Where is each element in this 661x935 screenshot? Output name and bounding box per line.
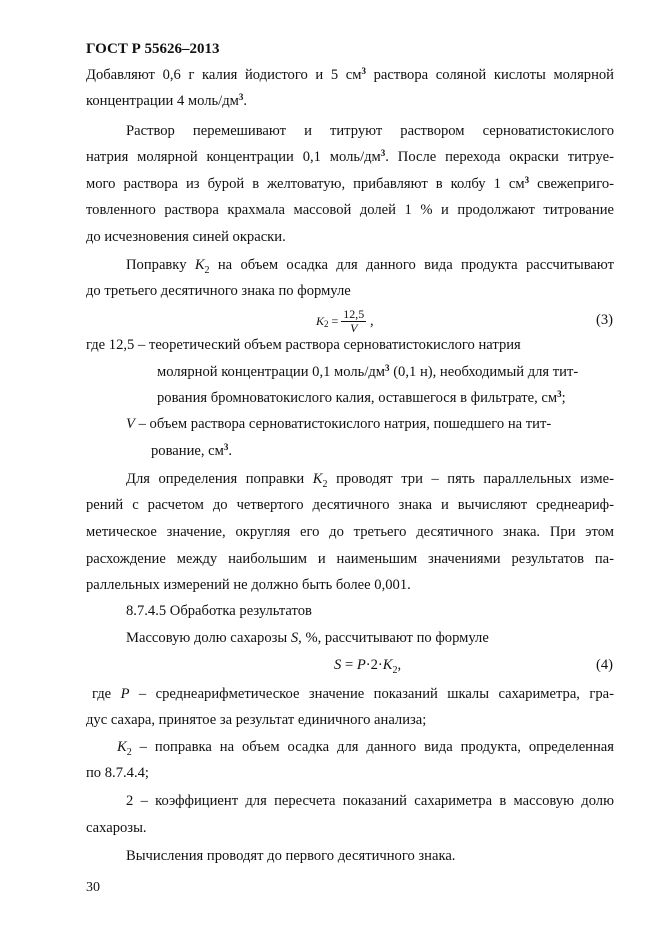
paragraph-3-line-1: Поправку $K_2$ на объем осадка для данного вида продукта рассчитывают [126, 257, 614, 276]
paragraph-4-line-5: раллельных измерений не должно быть более 0,001. [86, 577, 411, 593]
formula-3-number: (3) [596, 312, 614, 328]
paragraph-6: Вычисления проводят до первого десятичного знака. [126, 848, 456, 864]
where-4-line-2: дус сахара, принятое за результат единичного анализа; [86, 712, 427, 728]
paragraph-4-line-4: расхождение между наибольшим и наименьшим значениями результатов па- [86, 551, 614, 567]
paragraph-2-line-5: до исчезновения синей окраски. [86, 229, 286, 245]
where-4-k-line-1: $K_2$ – поправка на объем осадка для данного вида продукта, определенная [117, 739, 614, 758]
paragraph-2-line-2: натрия молярной концентрации 0,1 моль/$дм^3$. После перехода окраски титруе- [86, 148, 614, 165]
where-4-two-line-1: 2 – коэффициент для пересчета показаний сахариметра в массовую долю [126, 793, 614, 809]
paragraph-2-line-1: Раствор перемешивают и титруют раствором серноватистокислого [126, 123, 614, 139]
section-heading: 8.7.4.5 Обработка результатов [126, 603, 312, 619]
paragraph-1-line-2: концентрации 4 моль/$дм^3$. [86, 92, 248, 109]
where-3-line-1: где 12,5 – теоретический объем раствора серноватистокислого натрия [86, 337, 521, 353]
document-header: ГОСТ Р 55626–2013 [86, 41, 220, 57]
formula-4: $S = P\cdot 2\cdot K_2$, [334, 657, 402, 676]
paragraph-5: Массовую долю сахарозы S, %, рассчитывают по формуле [126, 630, 489, 646]
formula-4-number: (4) [596, 657, 614, 673]
where-3-v-line-2: рование, $см^3$. [151, 442, 233, 459]
where-4-two-line-2: сахарозы. [86, 820, 147, 836]
paragraph-2-line-4: товленного раствора крахмала массовой долей 1 % и продолжают титрование [86, 202, 614, 218]
paragraph-3-line-2: до третьего десятичного знака по формуле [86, 283, 351, 299]
paragraph-2-line-3: мого раствора из бурой в желтоватую, прибавляют в колбу 1 $см^3$ свежеприго- [86, 175, 614, 192]
where-3-line-3: рования бромноватокислого калия, оставшегося в фильтрате, $см^3$; [157, 389, 566, 406]
formula-3-fraction: $\frac{12,5}{V}$ [343, 307, 365, 336]
where-4-k-line-2: по 8.7.4.4; [86, 765, 149, 781]
paragraph-4-line-3: метическое значение, округляя его до третьего десятичного знака. При этом [86, 524, 614, 540]
paragraph-1-line-1: Добавляют 0,6 г калия йодистого и 5 $см^3$ раствора соляной кислоты молярной [86, 66, 614, 83]
paragraph-4-line-2: рений с расчетом до четвертого десятичного знака и вычисляют среднеариф- [86, 497, 614, 513]
formula-3: $K_2$ = $\frac{12,5}{V}$ , [316, 307, 374, 336]
where-3-v-line-1: V – объем раствора серноватистокислого натрия, пошедшего на тит- [126, 416, 552, 432]
paragraph-4-line-1: Для определения поправки $K_2$ проводят три – пять параллельных изме- [126, 471, 615, 490]
page-number: 30 [86, 880, 100, 895]
where-4-line-1: где P – среднеарифметическое значение показаний шкалы сахариметра, гра- [92, 686, 614, 702]
where-3-line-2: молярной концентрации 0,1 моль/$дм^3$ (0,1 н), необходимый для тит- [157, 363, 579, 380]
